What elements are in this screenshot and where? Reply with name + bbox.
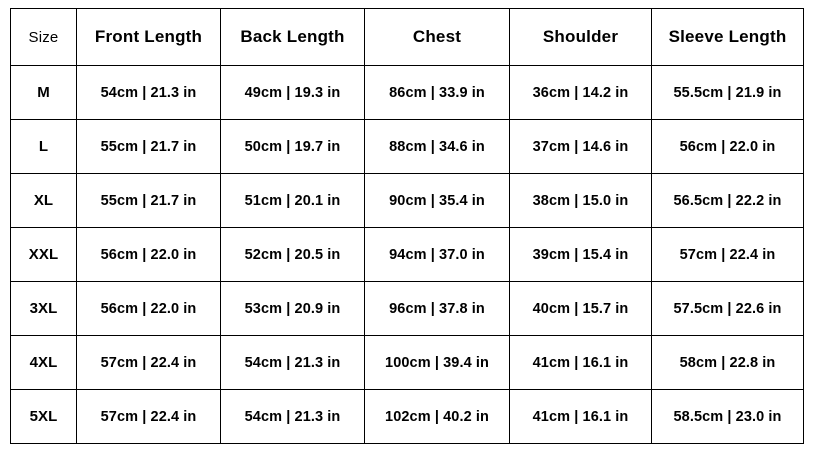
table-header-row xyxy=(11,9,804,66)
cell-front-length: 57cm | 22.4 in xyxy=(77,390,221,444)
table-row xyxy=(11,66,804,120)
cell-shoulder: 41cm | 16.1 in xyxy=(510,390,652,444)
table-row xyxy=(11,282,804,336)
column-header-chest: Chest xyxy=(365,9,510,66)
cell-size: 5XL xyxy=(11,390,77,444)
cell-back-length: 53cm | 20.9 in xyxy=(221,282,365,336)
cell-chest: 100cm | 39.4 in xyxy=(365,336,510,390)
cell-chest: 86cm | 33.9 in xyxy=(365,66,510,120)
cell-front-length: 56cm | 22.0 in xyxy=(77,282,221,336)
cell-front-length: 55cm | 21.7 in xyxy=(77,174,221,228)
cell-size: L xyxy=(11,120,77,174)
cell-size: 4XL xyxy=(11,336,77,390)
cell-sleeve-length: 56.5cm | 22.2 in xyxy=(652,174,804,228)
cell-size: XXL xyxy=(11,228,77,282)
table-row xyxy=(11,174,804,228)
cell-back-length: 54cm | 21.3 in xyxy=(221,390,365,444)
cell-size: XL xyxy=(11,174,77,228)
column-header-front-length: Front Length xyxy=(77,9,221,66)
cell-shoulder: 36cm | 14.2 in xyxy=(510,66,652,120)
cell-front-length: 54cm | 21.3 in xyxy=(77,66,221,120)
cell-shoulder: 39cm | 15.4 in xyxy=(510,228,652,282)
cell-shoulder: 41cm | 16.1 in xyxy=(510,336,652,390)
column-header-sleeve-length: Sleeve Length xyxy=(652,9,804,66)
table-row xyxy=(11,120,804,174)
cell-sleeve-length: 57cm | 22.4 in xyxy=(652,228,804,282)
table-row xyxy=(11,228,804,282)
cell-front-length: 57cm | 22.4 in xyxy=(77,336,221,390)
column-header-size: Size xyxy=(11,9,77,66)
table-row xyxy=(11,390,804,444)
cell-sleeve-length: 56cm | 22.0 in xyxy=(652,120,804,174)
column-header-shoulder: Shoulder xyxy=(510,9,652,66)
cell-back-length: 51cm | 20.1 in xyxy=(221,174,365,228)
cell-chest: 90cm | 35.4 in xyxy=(365,174,510,228)
cell-size: 3XL xyxy=(11,282,77,336)
cell-sleeve-length: 55.5cm | 21.9 in xyxy=(652,66,804,120)
cell-chest: 94cm | 37.0 in xyxy=(365,228,510,282)
cell-front-length: 56cm | 22.0 in xyxy=(77,228,221,282)
cell-chest: 102cm | 40.2 in xyxy=(365,390,510,444)
cell-back-length: 50cm | 19.7 in xyxy=(221,120,365,174)
cell-sleeve-length: 57.5cm | 22.6 in xyxy=(652,282,804,336)
table-header xyxy=(11,9,804,66)
cell-back-length: 49cm | 19.3 in xyxy=(221,66,365,120)
column-header-back-length: Back Length xyxy=(221,9,365,66)
cell-back-length: 54cm | 21.3 in xyxy=(221,336,365,390)
table-body xyxy=(11,66,804,444)
cell-back-length: 52cm | 20.5 in xyxy=(221,228,365,282)
cell-front-length: 55cm | 21.7 in xyxy=(77,120,221,174)
cell-shoulder: 38cm | 15.0 in xyxy=(510,174,652,228)
cell-size: M xyxy=(11,66,77,120)
size-chart-table xyxy=(10,8,804,444)
cell-sleeve-length: 58.5cm | 23.0 in xyxy=(652,390,804,444)
table-row xyxy=(11,336,804,390)
cell-chest: 96cm | 37.8 in xyxy=(365,282,510,336)
cell-sleeve-length: 58cm | 22.8 in xyxy=(652,336,804,390)
cell-shoulder: 40cm | 15.7 in xyxy=(510,282,652,336)
cell-chest: 88cm | 34.6 in xyxy=(365,120,510,174)
cell-shoulder: 37cm | 14.6 in xyxy=(510,120,652,174)
